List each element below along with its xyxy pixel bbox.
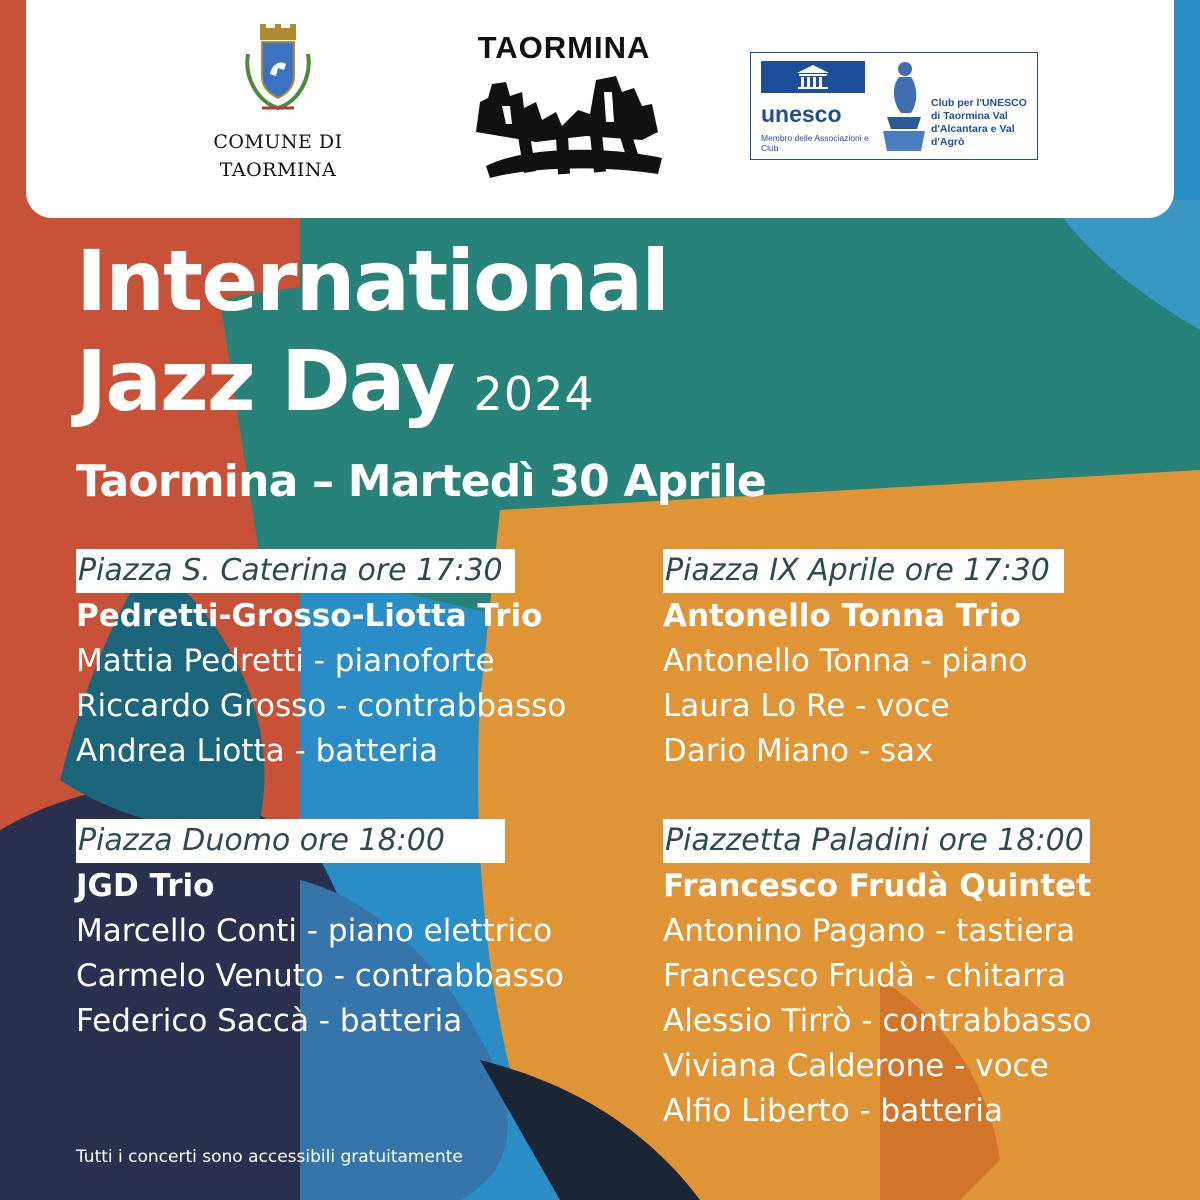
band-name: Francesco Frudà Quintet <box>663 868 1092 904</box>
band-name: JGD Trio <box>76 868 215 904</box>
band-name: Pedretti-Grosso-Liotta Trio <box>76 598 543 634</box>
member-line: Alessio Tirrò - contrabbasso <box>663 1003 1092 1039</box>
taormina-crest-icon <box>240 24 316 116</box>
event-title-line-2 <box>76 332 595 430</box>
member-line: Carmelo Venuto - contrabbasso <box>76 958 564 994</box>
event-date-subtitle: Taormina – Martedì 30 Aprile <box>76 456 766 507</box>
comune-line-2: TAORMINA <box>219 159 337 181</box>
unesco-club-text: Club per l'UNESCO di Taormina Val d'Alcantara e Val d'Agrò <box>931 97 1027 148</box>
header-panel <box>26 0 1174 218</box>
member-line: Laura Lo Re - voce <box>663 688 950 724</box>
member-line: Dario Miano - sax <box>663 733 934 769</box>
member-line: Viviana Calderone - voce <box>663 1048 1049 1084</box>
unesco-membro-text: Membro delle Associazioni e Club <box>761 133 869 153</box>
event-block-2 <box>663 549 1064 774</box>
unesco-club-logo <box>750 52 1038 160</box>
member-line: Riccardo Grosso - contrabbasso <box>76 688 567 724</box>
member-line: Marcello Conti - piano elettrico <box>76 913 553 949</box>
member-line: Andrea Liotta - batteria <box>76 733 438 769</box>
event-title-line-1: International <box>76 232 669 330</box>
venue-label: Piazza Duomo ore 18:00 <box>76 819 505 863</box>
venue-label: Piazzetta Paladini ore 18:00 <box>663 819 1090 863</box>
unesco-wordmark: unesco <box>761 101 842 127</box>
member-line: Francesco Frudà - chitarra <box>663 958 1067 994</box>
event-year: 2024 <box>473 367 595 421</box>
member-line: Antonino Pagano - tastiera <box>663 913 1076 949</box>
comune-label <box>178 128 378 184</box>
free-entry-footnote: Tutti i concerti sono accessibili gratuitamente <box>76 1147 463 1167</box>
comune-line-1: COMUNE DI <box>213 131 343 153</box>
event-block-3 <box>76 819 564 1044</box>
band-name: Antonello Tonna Trio <box>663 598 1021 634</box>
venue-label: Piazza IX Aprile ore 17:30 <box>663 549 1064 593</box>
member-line: Antonello Tonna - piano <box>663 643 1028 679</box>
taormina-jazz-title: TAORMINA <box>477 30 651 65</box>
event-block-4 <box>663 819 1092 1134</box>
event-block-1 <box>76 549 566 774</box>
member-line: Federico Saccà - batteria <box>76 1003 463 1039</box>
member-line: Alfio Liberto - batteria <box>663 1093 1003 1129</box>
unesco-temple-icon <box>761 61 865 93</box>
statue-icon <box>877 57 931 155</box>
taormina-jazz-logo-icon <box>466 62 666 182</box>
venue-label: Piazza S. Caterina ore 17:30 <box>76 549 515 593</box>
member-line: Mattia Pedretti - pianoforte <box>76 643 495 679</box>
event-title-jazz-day: Jazz Day <box>76 332 454 430</box>
